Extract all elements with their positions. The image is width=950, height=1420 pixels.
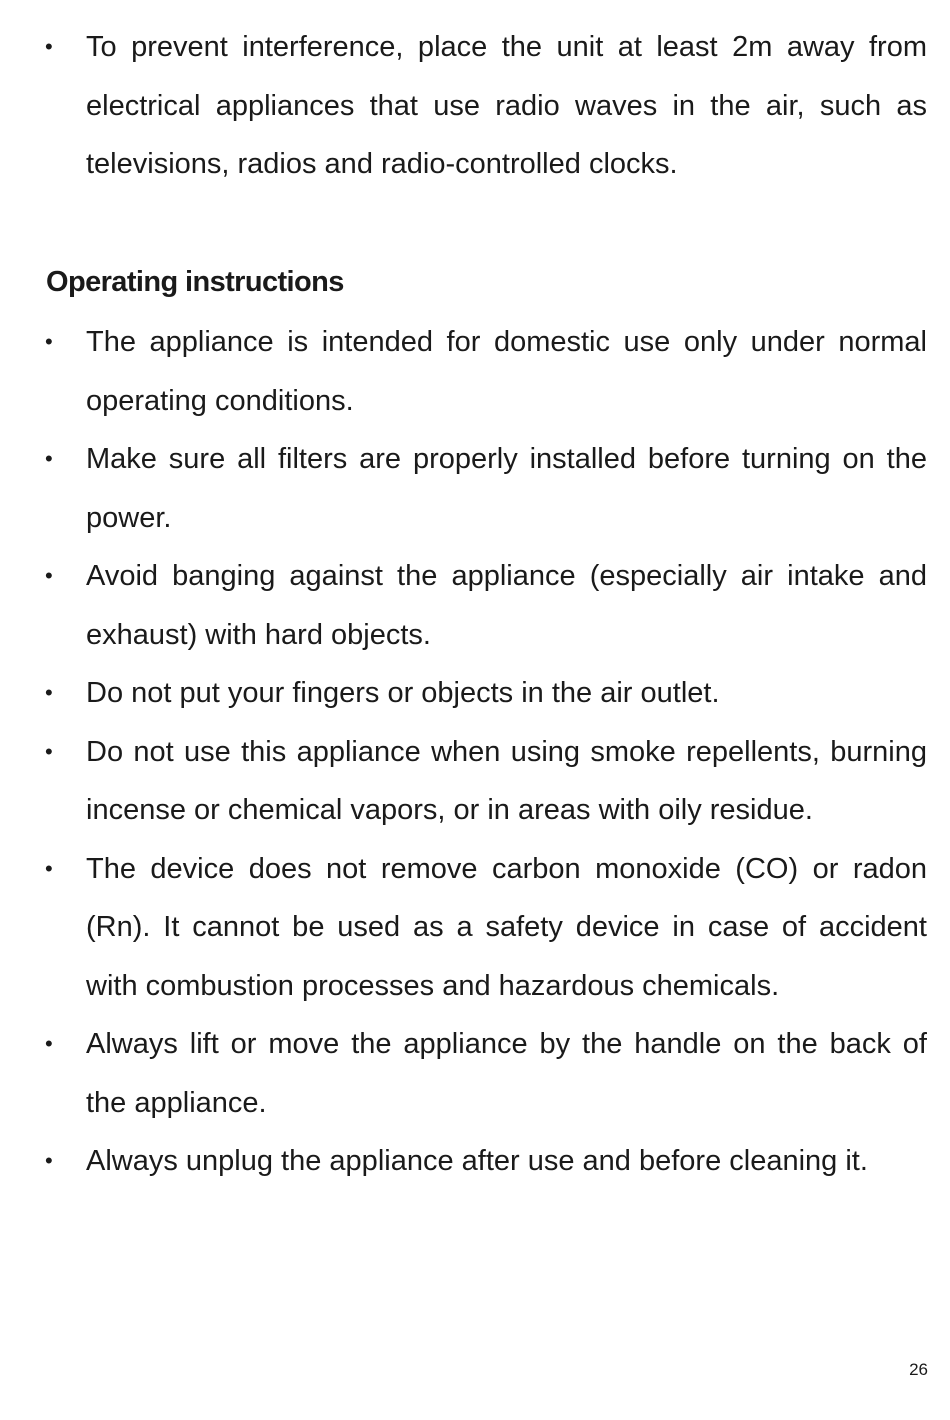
bullet-icon: • xyxy=(45,329,53,354)
bullet-icon: • xyxy=(45,446,53,471)
bullet-text: Avoid banging against the appliance (especially air intake and exhaust) with hard objects. xyxy=(86,560,927,651)
bullet-icon: • xyxy=(45,563,53,588)
list-item xyxy=(0,840,950,1016)
bullet-icon: • xyxy=(45,34,53,59)
bullet-text: To prevent interference, place the unit at least 2m away from electrical appliances that use radio waves in the air, such as televisions, radios and radio-controlled clocks. xyxy=(86,31,927,180)
list-item xyxy=(0,547,950,664)
intro-bullet-list xyxy=(0,18,950,194)
bullet-text: Always lift or move the appliance by the handle on the back of the appliance. xyxy=(86,1028,927,1119)
bullet-text: Make sure all filters are properly installed before turning on the power. xyxy=(86,443,927,534)
list-item xyxy=(0,664,950,723)
bullet-icon: • xyxy=(45,738,53,764)
page-number: 26 xyxy=(909,1360,928,1379)
bullet-icon: • xyxy=(45,1031,53,1056)
list-item xyxy=(0,18,950,194)
list-item xyxy=(0,1132,950,1191)
bullet-text: The appliance is intended for domestic use only under normal operating conditions. xyxy=(86,326,927,417)
list-item xyxy=(0,723,950,840)
bullet-text: The device does not remove carbon monoxide (CO) or radon (Rn). It cannot be used as a safety device in case of accident with combustion processes and hazardous chemicals. xyxy=(86,852,927,1002)
bullet-icon: • xyxy=(45,1148,53,1173)
list-item xyxy=(0,430,950,547)
section-heading: Operating instructions xyxy=(46,266,344,298)
bullet-text: Do not put your fingers or objects in the air outlet. xyxy=(86,677,720,709)
operating-instructions-list xyxy=(0,313,950,1191)
bullet-icon: • xyxy=(45,680,53,705)
bullet-text: Always unplug the appliance after use and before cleaning it. xyxy=(86,1145,868,1177)
list-item xyxy=(0,1015,950,1132)
list-item xyxy=(0,313,950,430)
bullet-icon: • xyxy=(45,855,53,881)
bullet-text: Do not use this appliance when using smoke repellents, burning incense or chemical vapors, or in areas with oily residue. xyxy=(86,735,927,826)
